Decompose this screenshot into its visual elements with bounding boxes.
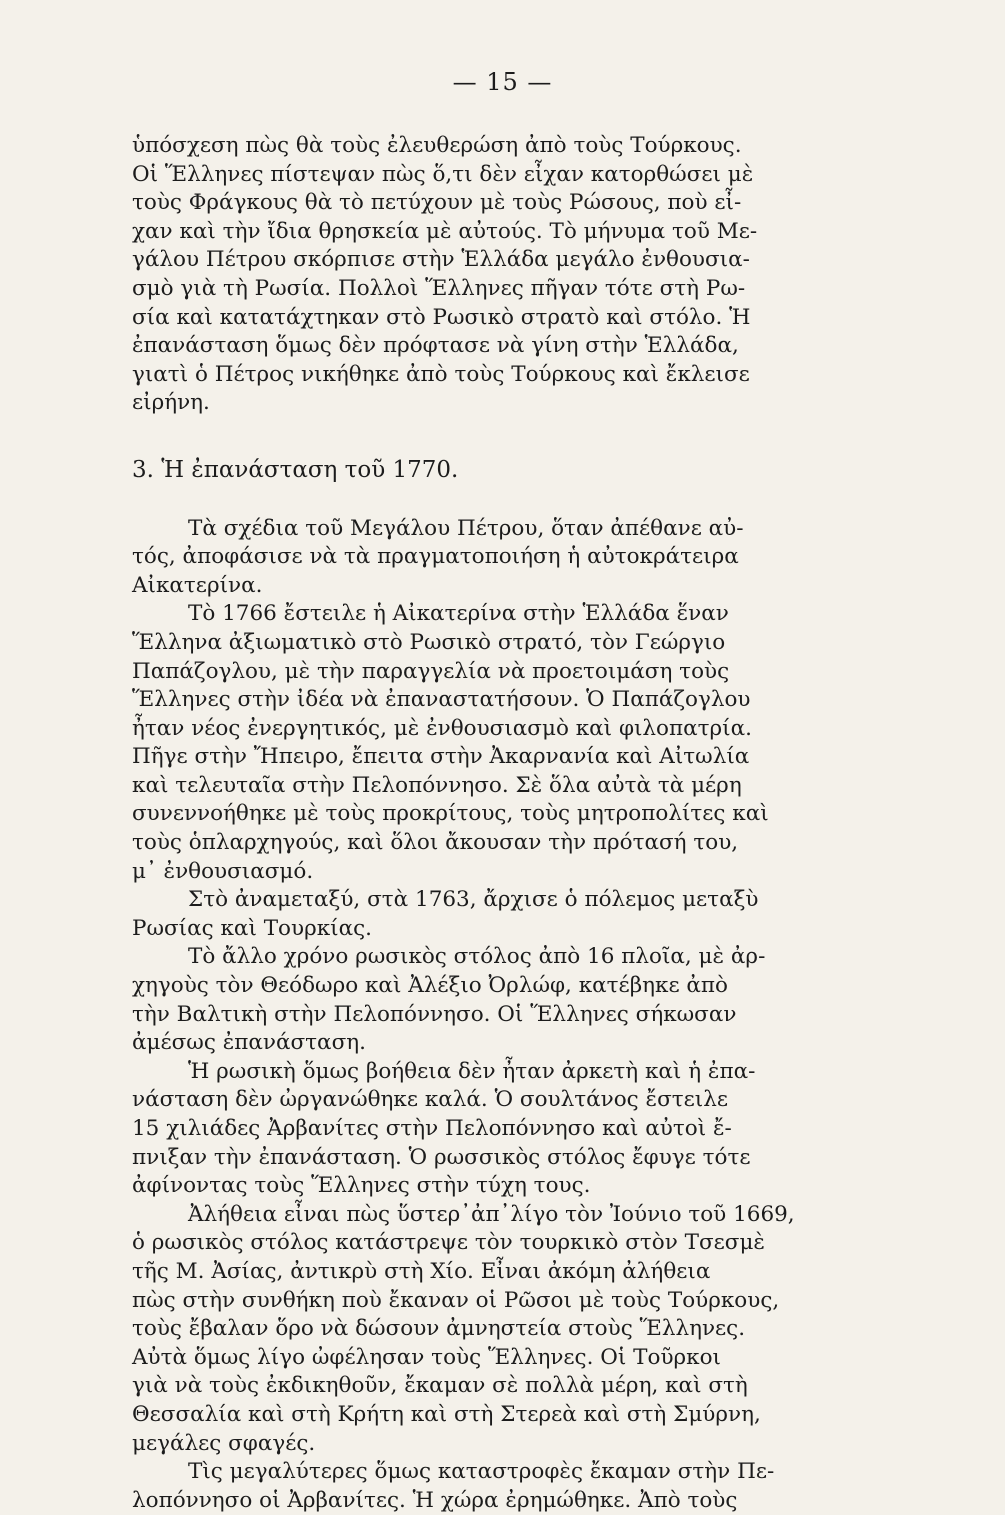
text-line: Ἡ ρωσικὴ ὅμως βοήθεια δὲν ἦταν ἀρκετὴ καὶ ἡ ἐπα- <box>188 1058 756 1084</box>
text-line: ὁ ρωσικὸς στόλος κατάστρεψε τὸν τουρκικὸ στὸν Τσεσμὲ <box>132 1230 765 1256</box>
text-line: γιὰ νὰ τοὺς ἐκδικηθοῦν, ἔκαμαν σὲ πολλὰ μέρη, καὶ στὴ <box>132 1373 748 1399</box>
paragraph <box>132 1201 860 1458</box>
text-line: Θεσσαλία καὶ στὴ Κρήτη καὶ στὴ Στερεὰ καὶ στὴ Σμύρνη, <box>132 1401 761 1427</box>
text-line: ἀμέσως ἐπανάσταση. <box>132 1030 366 1056</box>
body-text <box>132 132 860 1515</box>
text-line: σία καὶ κατατάχτηκαν στὸ Ρωσικὸ στρατὸ καὶ στόλο. Ἡ <box>132 304 751 330</box>
text-line: Τὶς μεγαλύτερες ὅμως καταστροφὲς ἔκαμαν στὴν Πε- <box>188 1459 775 1485</box>
text-line: τοὺς ὁπλαρχηγούς, καὶ ὅλοι ἄκουσαν τὴν πρότασή του, <box>132 830 739 856</box>
text-line: Τὸ 1766 ἔστειλε ἡ Αἰκατερίνα στὴν Ἑλλάδα ἕναν <box>188 601 729 627</box>
text-line: πὼς στὴν συνθήκη ποὺ ἔκαναν οἱ Ρῶσοι μὲ τοὺς Τούρκους, <box>132 1287 780 1313</box>
text-line: Στὸ ἀναμεταξύ, στὰ 1763, ἄρχισε ὁ πόλεμος μεταξὺ <box>188 887 759 913</box>
text-line: πνιξαν τὴν ἐπανάσταση. Ὁ ρωσσικὸς στόλος ἔφυγε τότε <box>132 1144 751 1170</box>
text-line: Ἕλληνες στὴν ἰδέα νὰ ἐπαναστατήσουν. Ὁ Παπάζογλου <box>132 687 751 713</box>
paragraph <box>132 1058 860 1201</box>
paragraph <box>132 1458 860 1515</box>
text-line: ἦταν νέος ἐνεργητικός, μὲ ἐνθουσιασμὸ καὶ φιλοπατρία. <box>132 715 752 741</box>
text-line: γάλου Πέτρου σκόρπισε στὴν Ἑλλάδα μεγάλο ἐνθουσια- <box>132 247 750 273</box>
paragraph <box>132 886 860 943</box>
text-line: Ρωσίας καὶ Τουρκίας. <box>132 915 372 941</box>
text-line: μεγάλες σφαγές. <box>132 1430 316 1456</box>
text-line: Τὰ σχέδια τοῦ Μεγάλου Πέτρου, ὅταν ἀπέθανε αὐ- <box>188 515 744 541</box>
intro-paragraph <box>132 132 860 418</box>
text-line: τοὺς Φράγκους θὰ τὸ πετύχουν μὲ τοὺς Ρώσους, ποὺ εἶ- <box>132 190 742 216</box>
text-line: μ᾽ ἐνθουσιασμό. <box>132 858 314 884</box>
text-line: καὶ τελευταῖα στὴν Πελοπόννησο. Σὲ ὅλα αὐτὰ τὰ μέρη <box>132 772 742 798</box>
text-line: Πῆγε στὴν Ἤπειρο, ἔπειτα στὴν Ἀκαρνανία καὶ Αἰτωλία <box>132 744 750 770</box>
text-line: τός, ἀποφάσισε νὰ τὰ πραγματοποιήση ἡ αὐτοκράτειρα <box>132 544 739 570</box>
text-line: ἐπανάσταση ὅμως δὲν πρόφτασε νὰ γίνη στὴν Ἑλλάδα, <box>132 333 739 359</box>
text-line: ὑπόσχεση πὼς θὰ τοὺς ἐλευθερώση ἀπὸ τοὺς Τούρκους. <box>132 133 742 158</box>
section-heading: 3. Ἡ ἐπανάσταση τοῦ 1770. <box>132 456 459 483</box>
text-line: χαν καὶ τὴν ἴδια θρησκεία μὲ αὐτούς. Τὸ μήνυμα τοῦ Με- <box>132 218 758 244</box>
paragraph <box>132 600 860 886</box>
text-line: Παπάζογλου, μὲ τὴν παραγγελία νὰ προετοιμάση τοὺς <box>132 658 730 684</box>
text-line: Αὐτὰ ὅμως λίγο ὠφέλησαν τοὺς Ἕλληνες. Οἱ Τοῦρκοι <box>132 1344 721 1370</box>
text-line: γιατὶ ὁ Πέτρος νικήθηκε ἀπὸ τοὺς Τούρκους καὶ ἔκλεισε <box>132 361 750 387</box>
text-line: χηγοὺς τὸν Θεόδωρο καὶ Ἀλέξιο Ὀρλώφ, κατέβηκε ἀπὸ <box>132 973 729 999</box>
text-line: συνεννοήθηκε μὲ τοὺς προκρίτους, τοὺς μητροπολίτες καὶ <box>132 801 769 827</box>
text-line: Τὸ ἄλλο χρόνο ρωσικὸς στόλος ἀπὸ 16 πλοῖα, μὲ ἀρ- <box>188 944 766 970</box>
text-line: ἀφίνοντας τοὺς Ἕλληνες στὴν τύχη τους. <box>132 1173 591 1199</box>
text-line: τὴν Βαλτικὴ στὴν Πελοπόννησο. Οἱ Ἕλληνες σήκωσαν <box>132 1001 737 1027</box>
text-line: 15 χιλιάδες Ἀρβανίτες στὴν Πελοπόννησο καὶ αὐτοὶ ἔ- <box>132 1116 732 1141</box>
text-line: Αἰκατερίνα. <box>132 572 263 598</box>
text-line: τοὺς ἔβαλαν ὅρο νὰ δώσουν ἀμνηστεία στοὺς Ἕλληνες. <box>132 1316 746 1342</box>
text-line: νάσταση δὲν ὠργανώθηκε καλά. Ὁ σουλτάνος ἔστειλε <box>132 1087 728 1113</box>
text-line: Ἕλληνα ἀξιωματικὸ στὸ Ρωσικὸ στρατό, τὸν Γεώργιο <box>132 629 726 655</box>
paragraph <box>132 943 860 1057</box>
text-line: Οἱ Ἕλληνες πίστεψαν πὼς ὅ,τι δὲν εἶχαν κατορθώσει μὲ <box>132 161 754 187</box>
text-line: λοπόννησο οἱ Ἀρβανίτες. Ἡ χώρα ἐρημώθηκε. Ἀπὸ τοὺς <box>132 1487 738 1513</box>
text-line: τῆς Μ. Ἀσίας, ἀντικρὺ στὴ Χίο. Εἶναι ἀκόμη ἀλήθεια <box>132 1258 711 1284</box>
text-line: εἰρήνη. <box>132 390 210 416</box>
paragraph <box>132 515 860 601</box>
text-line: σμὸ γιὰ τὴ Ρωσία. Πολλοὶ Ἕλληνες πῆγαν τότε στὴ Ρω- <box>132 275 746 301</box>
text-line: Ἀλήθεια εἶναι πὼς ὕστερ᾽ἀπ᾽λίγο τὸν Ἰούνιο τοῦ 1669, <box>188 1201 795 1227</box>
page-number: — 15 — <box>452 68 553 96</box>
